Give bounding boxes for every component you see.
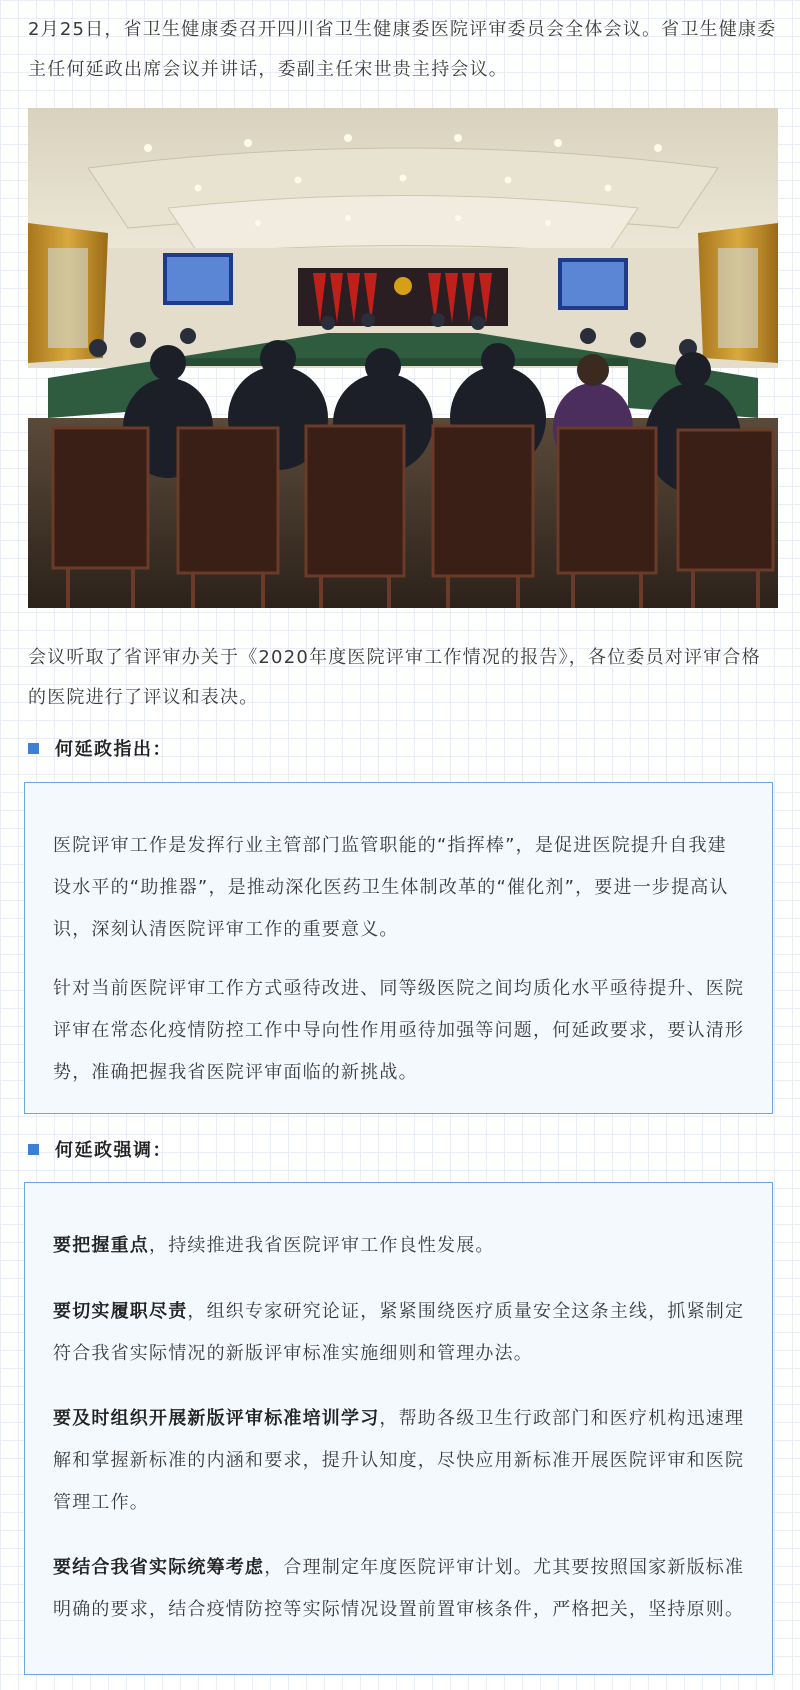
emphasis-item	[53, 1225, 746, 1267]
quote-box-emphasized	[24, 1182, 773, 1675]
emphasis-text: ，持续推进我省医院评审工作良性发展。	[149, 1235, 495, 1256]
emphasis-text: ，组织专家研究论证，紧紧围绕医疗质量安全这条主线，抓紧制定符合我省实际情况的新版评审标准实施细则和管理办法。	[53, 1301, 745, 1364]
square-bullet-icon	[28, 743, 39, 754]
quote-paragraph: 医院评审工作是发挥行业主管部门监管职能的“指挥棒”，是促进医院提升自我建设水平的“助推器”，是推动深化医药卫生体制改革的“催化剂”，要进一步提高认识，深刻认清医院评审工作的重要意义。	[53, 835, 729, 940]
emphasis-lead: 要切实履职尽责	[53, 1301, 188, 1322]
intro-paragraph: 2月25日，省卫生健康委召开四川省卫生健康委医院评审委员会全体会议。省卫生健康委主任何延政出席会议并讲话，委副主任宋世贵主持会议。	[28, 19, 777, 80]
emphasis-lead: 要结合我省实际统筹考虑	[53, 1557, 265, 1578]
section-heading-text: 何延政指出：	[55, 739, 172, 760]
report-paragraph: 会议听取了省评审办关于《2020年度医院评审工作情况的报告》，各位委员对评审合格的医院进行了评议和表决。	[28, 647, 761, 708]
section-heading-text: 何延政强调：	[55, 1140, 172, 1161]
meeting-room-photo	[28, 108, 778, 608]
emphasis-item	[53, 1398, 746, 1524]
square-bullet-icon	[28, 1144, 39, 1155]
emphasis-item	[53, 1547, 746, 1631]
emphasis-lead: 要把握重点	[53, 1235, 149, 1256]
quote-paragraph: 针对当前医院评审工作方式亟待改进、同等级医院之间均质化水平亟待提升、医院评审在常态化疫情防控工作中导向性作用亟待加强等问题，何延政要求，要认清形势，准确把握我省医院评审面临的新挑战。	[53, 978, 745, 1083]
emphasis-item	[53, 1291, 746, 1375]
section-heading-pointed-out	[28, 733, 172, 763]
section-heading-emphasized	[28, 1134, 172, 1164]
emphasis-lead: 要及时组织开展新版评审标准培训学习	[53, 1408, 380, 1429]
quote-box-pointed-out	[24, 782, 773, 1114]
emphasis-text: ，帮助各级卫生行政部门和医疗机构迅速理解和掌握新标准的内涵和要求，提升认知度，尽快应用新标准开展医院评审和医院管理工作。	[53, 1408, 745, 1513]
emphasis-text: ，合理制定年度医院评审计划。尤其要按照国家新版标准明确的要求，结合疫情防控等实际情况设置前置审核条件，严格把关，坚持原则。	[53, 1557, 745, 1620]
